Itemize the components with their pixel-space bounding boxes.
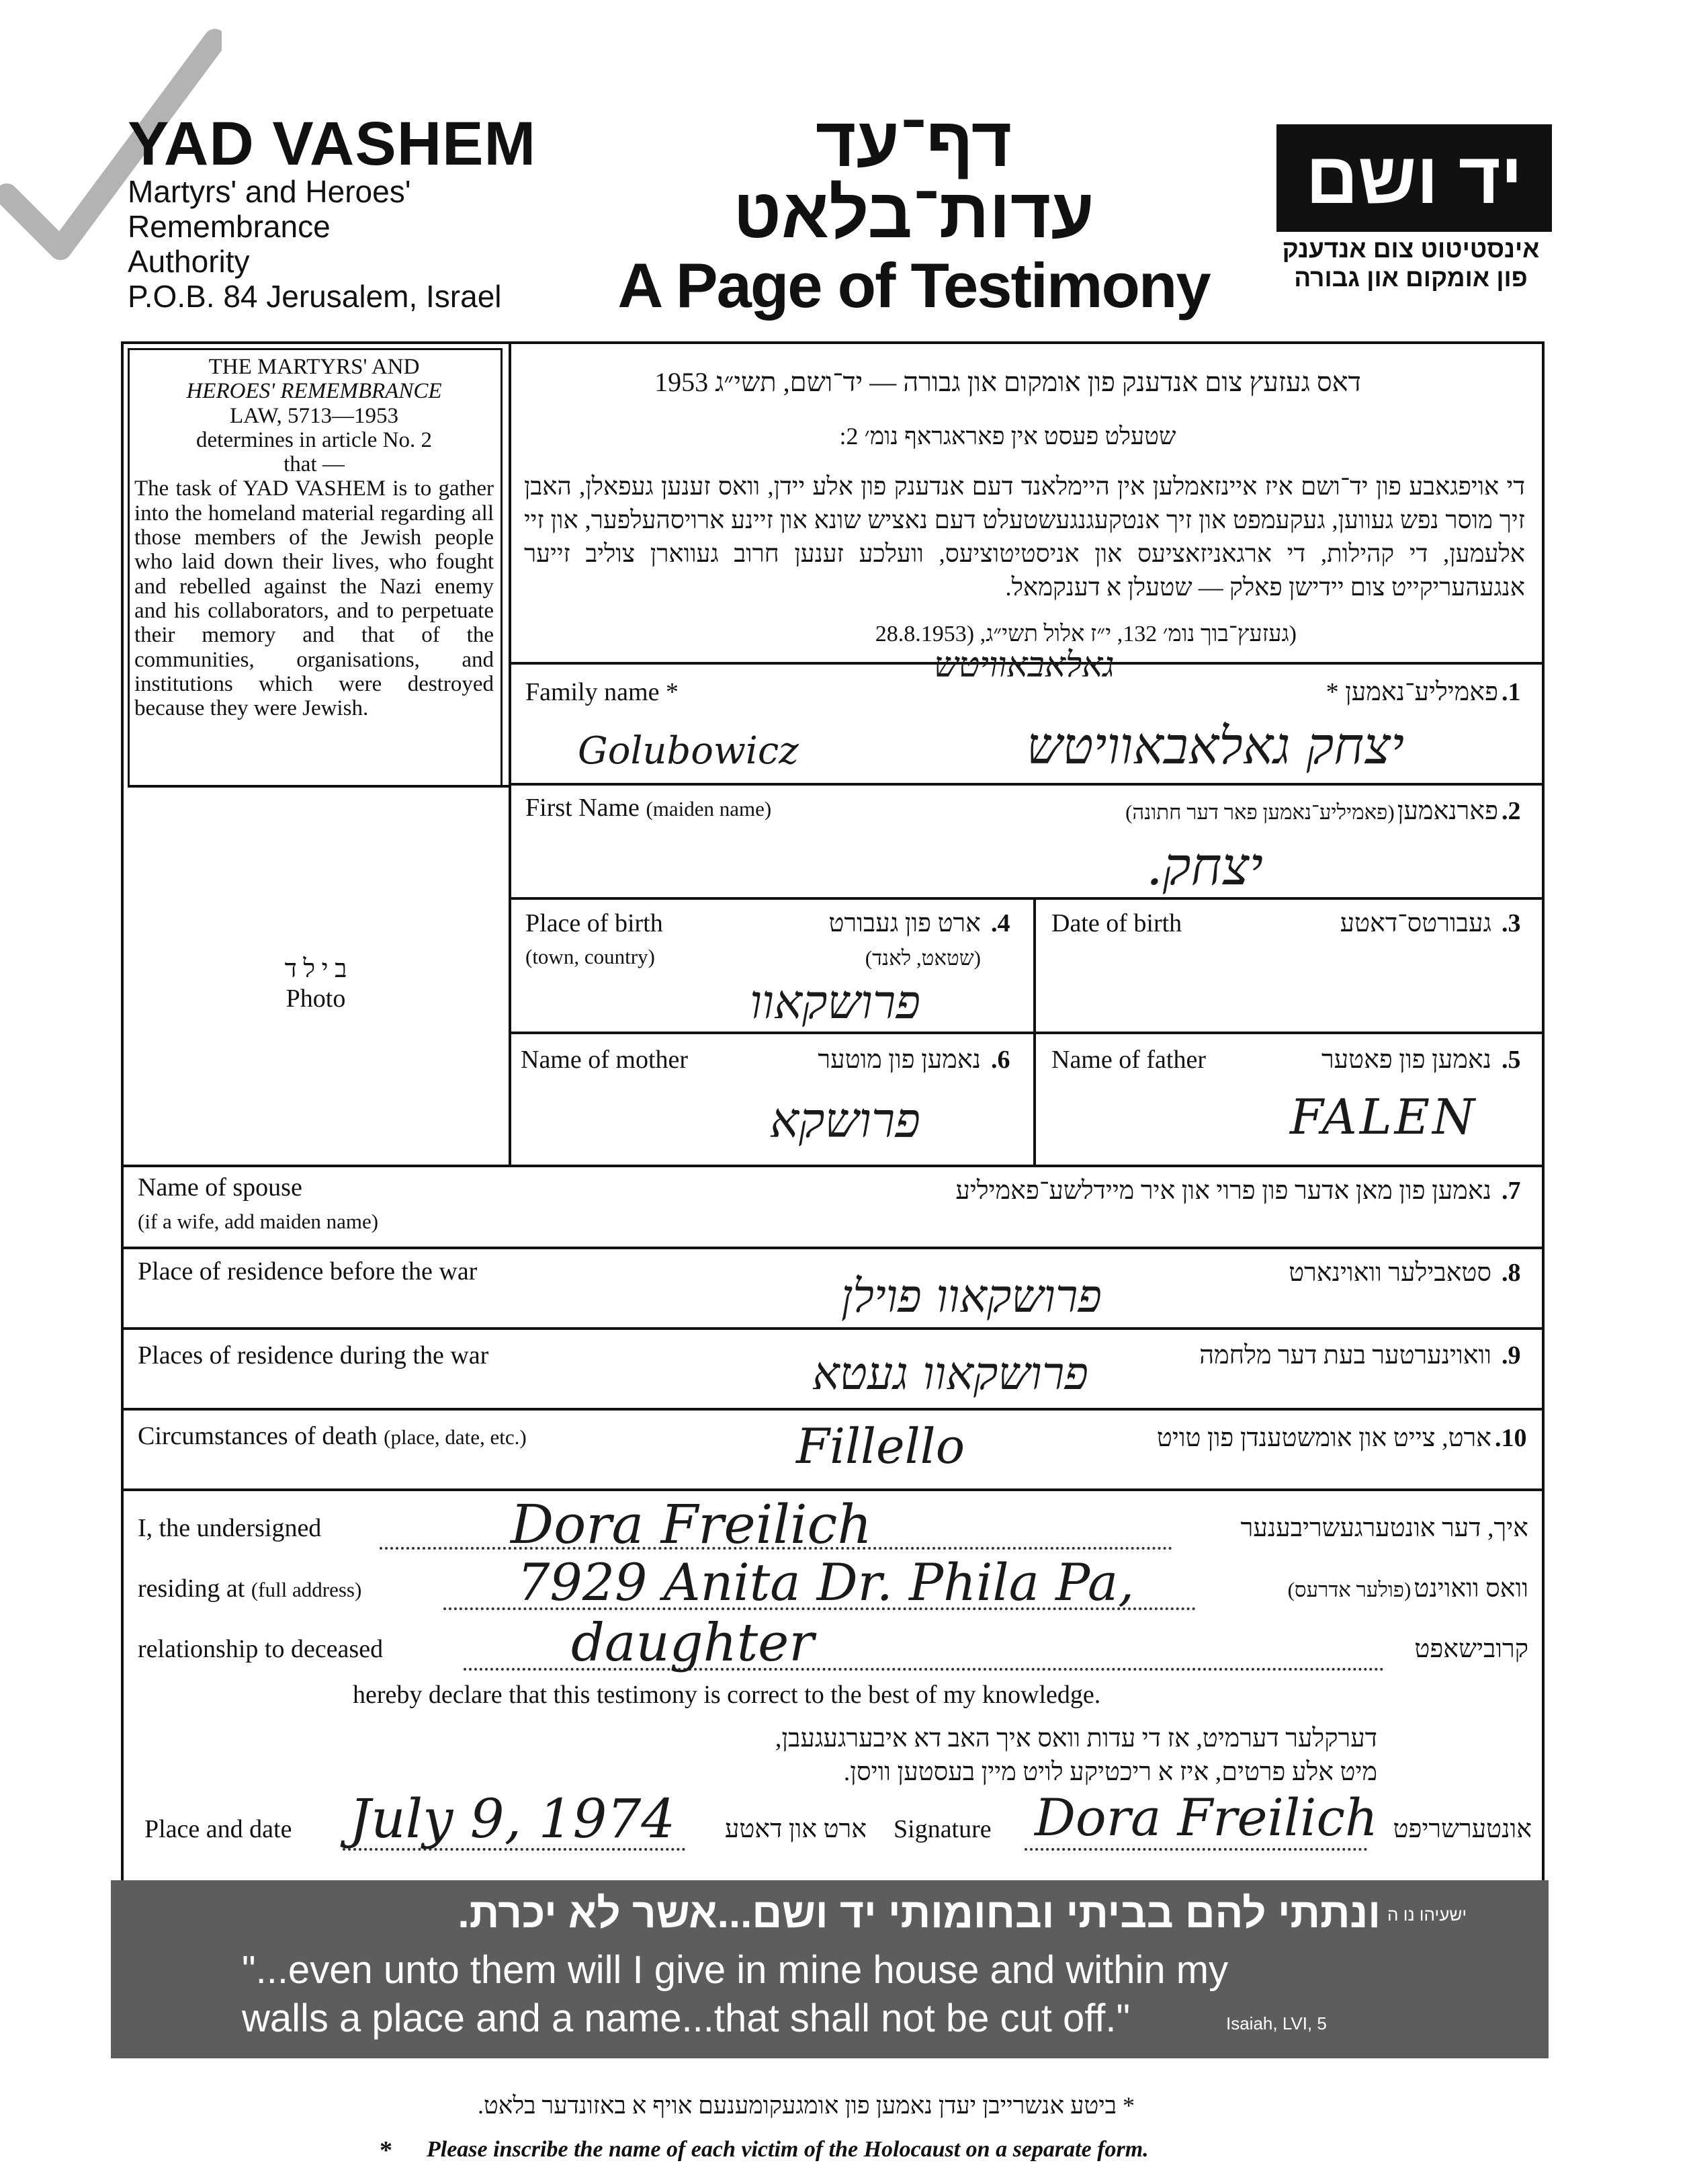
signature-label-heb: אונטערשריפט xyxy=(1393,1815,1532,1843)
residing-label-heb-wrap xyxy=(1203,1574,1528,1603)
spouse-label: Name of spouse xyxy=(138,1173,302,1202)
father-name-value[interactable]: FALEN xyxy=(1290,1089,1478,1145)
first-name-note: (maiden name) xyxy=(646,797,772,821)
death-label-text: Circumstances of death xyxy=(138,1422,378,1450)
field-number: .1 xyxy=(1502,678,1521,706)
place-date-label: Place and date xyxy=(144,1815,292,1843)
law-title: THE MARTYRS' AND xyxy=(208,355,420,379)
place-of-birth-label: Place of birth xyxy=(525,909,663,937)
family-name-value-latin[interactable]: Golubowicz xyxy=(578,729,799,773)
family-name-label-heb: פאמיליע־נאמען * xyxy=(1326,678,1498,706)
yiddish-law-title: דאס געזעץ צום אנדענק פון אומקום און גבורה — יד־ושם, תשי״ג 1953 xyxy=(654,367,1361,397)
father-name-label: Name of father xyxy=(1051,1046,1206,1074)
spouse-label-heb: נאמען פון מאן אדער פון פרוי און איר מיידלשע־פאמיליע xyxy=(955,1177,1491,1205)
declaration-statement-heb: דערקלער דערמיט, אז די עדות וואס איך האב דא איבערגעגעבן, xyxy=(775,1724,1377,1753)
logo-subtitle xyxy=(1256,235,1565,292)
place-date-label-heb: ארט און דאטע xyxy=(724,1815,867,1843)
mother-name-label: Name of mother xyxy=(521,1046,689,1074)
relationship-value[interactable]: daughter xyxy=(571,1613,814,1673)
field-number: .3 xyxy=(1502,909,1521,937)
place-of-birth-value[interactable]: פרושקאוו xyxy=(750,974,920,1030)
residence-during-label-heb: וואוינערטער בעת דער מלחמה xyxy=(1199,1341,1491,1370)
banner-heb-ref: ישעיהו נו ה xyxy=(1387,1904,1467,1925)
place-of-birth-label-heb: ארט פון געבורט xyxy=(828,909,981,937)
banner-heb: ונתתי להם בביתי ובחומותי יד ושם...אשר לא יכרת. xyxy=(458,1890,1381,1937)
residence-before-label-heb: סטאבילער וואוינארט xyxy=(1289,1259,1491,1287)
signature-value[interactable]: Dora Freilich xyxy=(1035,1788,1378,1847)
father-name-label-heb: נאמען פון פאטער xyxy=(1321,1046,1491,1074)
undersigned-label: I, the undersigned xyxy=(138,1514,322,1542)
mother-name-value[interactable]: פרושקא xyxy=(769,1092,920,1148)
residence-during-value[interactable]: פרושקאוו געטא xyxy=(812,1347,1088,1400)
photo-label: Photo xyxy=(286,984,346,1013)
first-name-label-text: First Name xyxy=(525,794,640,822)
law-box xyxy=(134,355,494,720)
banner-eng: "...even unto them will I give in mine house and within my xyxy=(242,1948,1229,1992)
place-of-birth-note-heb: (שטאט, לאנד) xyxy=(865,946,981,970)
field-number: .7 xyxy=(1502,1177,1521,1205)
page-title-block xyxy=(605,103,1223,321)
heb-title-1: דף־עד xyxy=(815,103,1012,181)
field-number: .9 xyxy=(1502,1341,1521,1370)
photo-area xyxy=(128,954,504,1013)
first-name-label xyxy=(525,793,771,823)
org-header xyxy=(128,110,571,314)
residing-value[interactable]: 7929 Anita Dr. Phila Pa, xyxy=(517,1552,1135,1612)
mother-name-label-heb: נאמען פון מוטער xyxy=(818,1046,981,1074)
declaration-statement: hereby declare that this testimony is correct to the best of my knowledge. xyxy=(353,1681,1101,1709)
place-of-birth-note: (town, country) xyxy=(525,945,655,968)
residing-note-heb: (פולער אדרעס) xyxy=(1287,1578,1412,1601)
field-number: .5 xyxy=(1502,1046,1521,1074)
footer-eng: Please inscribe the name of each victim of the Holocaust on a separate form. xyxy=(427,2137,1149,2162)
yiddish-law-subtitle: שטעלט פעסט אין פאראגראף נומ׳ 2: xyxy=(839,423,1176,450)
field-number: .10 xyxy=(1495,1424,1527,1452)
org-address: P.O.B. 84 Jerusalem, Israel xyxy=(128,278,502,314)
footnote-asterisk: * xyxy=(380,2136,392,2165)
law-title: determines in article No. 2 xyxy=(196,427,432,452)
spouse-note: (if a wife, add maiden name) xyxy=(138,1210,379,1233)
law-title: LAW, 5713—1953 xyxy=(230,403,398,428)
residing-label-text: residing at xyxy=(138,1574,245,1603)
banner-eng-ref: Isaiah, LVI, 5 xyxy=(1226,2013,1327,2033)
yad-vashem-logo: יד ושם xyxy=(1276,124,1552,232)
yiddish-law-citation: (געזעץ־בוך נומ׳ 132, י״ז אלול תשי״ג, (28.8.1953 xyxy=(875,622,1297,646)
death-note: (place, date, etc.) xyxy=(384,1425,527,1449)
relationship-label: relationship to deceased xyxy=(138,1635,384,1663)
first-name-label-heb-wrap xyxy=(994,796,1498,826)
family-name-value-heb[interactable]: יצחק גאלאבאוויטש xyxy=(1026,716,1404,775)
field-number: .8 xyxy=(1502,1259,1521,1287)
banner-eng: walls a place and a name...that shall not be cut off." xyxy=(242,1997,1131,2040)
date-of-birth-label-heb: געבורטס־דאטע xyxy=(1340,909,1491,937)
photo-label-heb: ב י ל ד xyxy=(284,955,347,983)
field-number: .6 xyxy=(991,1046,1010,1074)
org-line: Remembrance xyxy=(128,208,331,244)
first-name-value[interactable]: יצחק. xyxy=(1145,837,1263,897)
place-date-value[interactable]: July 9, 1974 xyxy=(349,1788,676,1850)
footer-heb: * ביטע אנשרייבן יעדן נאמען פון אומגעקומענעם אויף א באזונדער בלאט. xyxy=(477,2092,1135,2119)
org-line: Martyrs' and Heroes' xyxy=(128,174,411,209)
residence-before-label: Place of residence before the war xyxy=(138,1257,478,1286)
org-name: YAD VASHEM xyxy=(128,110,537,178)
residence-during-label: Places of residence during the war xyxy=(138,1341,489,1370)
first-name-label-heb: פארנאמען xyxy=(1397,797,1498,825)
heb-title-2: עדות־בלאט xyxy=(733,175,1094,253)
law-body: The task of YAD VASHEM is to gather into the homeland material regarding all those members of the Jewish people who laid down their lives, who fought and rebelled against the Nazi enemy and his collaborators, and to perpetuate their memory and that of the communities, organisations, and institutions which were destroyed because they were Jewish. xyxy=(134,476,494,721)
org-line: Authority xyxy=(128,243,250,279)
signature-label: Signature xyxy=(894,1815,992,1843)
logo-sub-line: פון אומקום און גבורה xyxy=(1294,263,1528,292)
family-name-correction: גאלאבאוויטש xyxy=(934,645,1115,685)
scripture-banner xyxy=(111,1880,1549,2058)
declaration-statement-heb: מיט אלע פרטים, איז א ריכטיקע לויט מיין בעסטען וויסן. xyxy=(843,1758,1377,1786)
logo-sub-line: אינסטיטוט צום אנדענק xyxy=(1282,235,1540,263)
death-value[interactable]: Fillello xyxy=(796,1418,965,1474)
residing-note: (full address) xyxy=(251,1578,362,1601)
law-title: HEROES' REMEMBRANCE xyxy=(186,379,442,404)
field-number: .2 xyxy=(1502,797,1521,825)
family-name-label: Family name * xyxy=(525,678,679,706)
death-label-heb: ארט, צייט און אומשטענדן פון טויט xyxy=(1156,1424,1491,1452)
undersigned-value[interactable]: Dora Freilich xyxy=(511,1493,872,1556)
yiddish-law-paragraph: די אויפגאבע פון יד־ושם איז איינזאמלען אין היימלאנד דעם אנדענק פון אלע יידן, וואס זענען געפאלן, האבן זיך מוסר נפש געווען, געקעמפט און זיך אנטקעגנגעשטעלט דעם נאציש שונא און זיינע ארויסהעלפער, און זיי אלעמען, די קהילות, די ארגאניזאציעס און אניסטיטוציעס, וועלכע זענען חרוב געווארן צוליב זייער אנגעהעריקייט צום יידישן פאלק — שטעלן א דענקמאל. xyxy=(524,473,1525,601)
law-title: that — xyxy=(284,452,345,477)
residing-label xyxy=(138,1574,361,1603)
date-of-birth-label: Date of birth xyxy=(1051,909,1182,937)
first-name-note-heb: (פאמיליע־נאמען פאר דער חתונה) xyxy=(1125,800,1395,824)
page-title: A Page of Testimony xyxy=(617,250,1210,321)
residing-label-heb: וואס וואוינט xyxy=(1414,1574,1528,1603)
death-label xyxy=(138,1421,527,1451)
field-number: .4 xyxy=(991,909,1010,937)
relationship-label-heb: קרובישאפט xyxy=(1414,1635,1528,1663)
residence-before-value[interactable]: פרושקאוו פוילן xyxy=(840,1270,1102,1323)
undersigned-label-heb: איך, דער אונטערגעשריבענער xyxy=(1240,1514,1528,1542)
